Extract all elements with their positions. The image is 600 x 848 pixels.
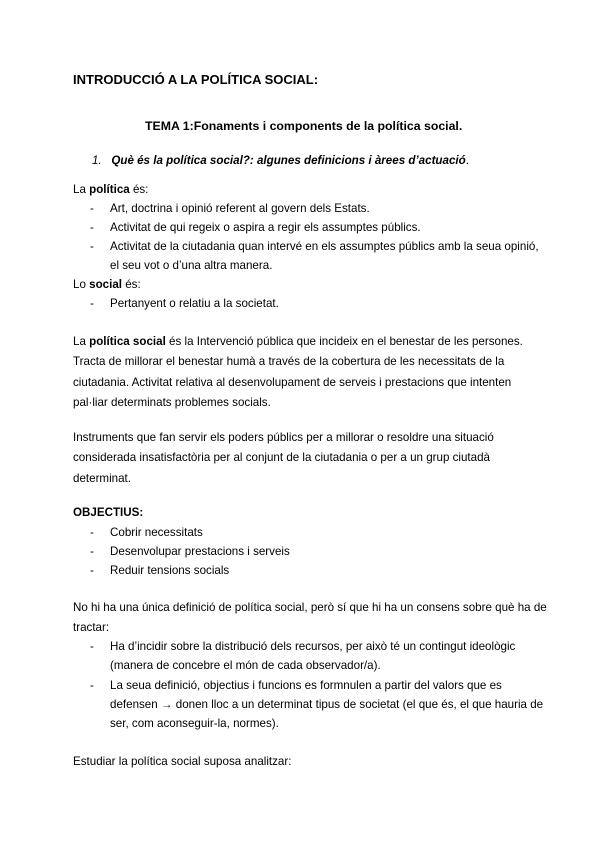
bullet-dash: - [90, 221, 94, 234]
list-item: Ha d’incidir sobre la distribució dels recursos, per això té un contingut ideològic [110, 640, 516, 653]
section-title: Què és la política social?: algunes definicions i àrees d’actuació [111, 154, 466, 167]
bullet-dash: - [90, 526, 94, 539]
list-item: Reduir tensions socials [110, 564, 230, 577]
list-item-continuation: ser, com aconseguir-la, normes). [110, 717, 279, 730]
bullet-dash: - [90, 202, 94, 215]
term-politica: política [89, 183, 130, 196]
definicio-paragraph: No hi ha una única definició de política social, però sí que hi ha un consens sobre què ha de tractar: [73, 601, 547, 635]
section-number: 1. [92, 154, 102, 167]
instruments-paragraph: Instruments que fan servir els poders públics per a millorar o resoldre una situació considerada insatisfactòria per al conjunt de la ciutadania o per a un grup ciutadà determinat. [73, 431, 494, 485]
bullet-dash: - [90, 679, 94, 692]
list-item: Activitat de la ciutadania quan intervé en els assumptes públics amb la seua opinió, [110, 240, 539, 253]
list-item-continuation: el seu vot o d’una altra manera. [110, 259, 273, 272]
social-definition-lead: Lo social és: [73, 278, 141, 291]
list-item: Desenvolupar prestacions i serveis [110, 545, 290, 558]
list-item: Cobrir necessitats [110, 526, 203, 539]
bullet-dash: - [90, 640, 94, 653]
list-item-continuation: defensen → donen lloc a un determinat tipus de societat (el que és, el que hauria de [110, 698, 544, 711]
list-item: Activitat de qui regeix o aspira a regir els assumptes públics. [110, 221, 421, 234]
list-item: Art, doctrina i opinió referent al govern dels Estats. [110, 202, 370, 215]
section-heading [92, 151, 469, 170]
topic-title: TEMA 1:Fonaments i components de la política social. [145, 119, 463, 133]
document-title: INTRODUCCIÓ A LA POLÍTICA SOCIAL: [73, 72, 319, 87]
section-title-end: . [465, 154, 469, 167]
bullet-dash: - [90, 297, 94, 310]
term-social: social [89, 278, 122, 291]
list-item: Pertanyent o relatiu a la societat. [110, 297, 279, 310]
list-item-continuation: (manera de concebre el món de cada observador/a). [110, 659, 381, 672]
bullet-dash: - [90, 564, 94, 577]
bullet-dash: - [90, 240, 94, 253]
list-item: La seua definició, objectius i funcions es formnulen a partir del valors que es [110, 679, 502, 692]
bullet-dash: - [90, 545, 94, 558]
estudiar-paragraph: Estudiar la política social suposa analitzar: [73, 755, 292, 768]
term-politica-social: política social [89, 335, 166, 348]
politica-social-paragraph: La política social és la Intervenció pública que incideix en el benestar de les persones. Tracta de millorar el benestar humà a través de la cobertura de les necessitats de la ciutadania. Activitat relativa al desenvolupament de serveis i prestacions que intenten pal·liar determinats problemes socials. [73, 335, 523, 410]
politica-definition-lead: La política és: [73, 183, 149, 196]
objectius-heading: OBJECTIUS: [73, 506, 144, 519]
